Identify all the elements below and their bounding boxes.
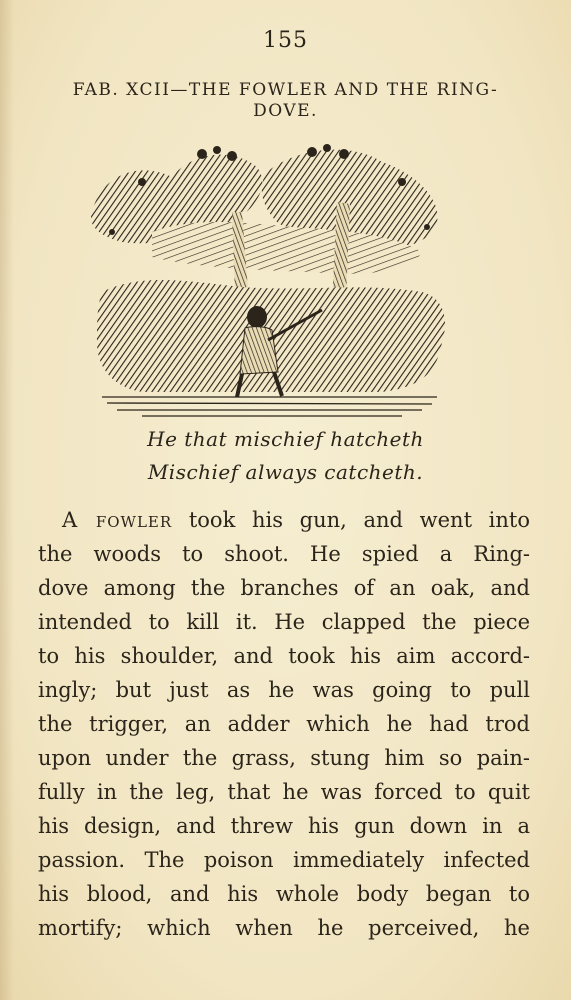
body-line: fully in the leg, that he was forced to quit: [38, 780, 530, 804]
body-line: intended to kill it. He clapped the piece: [38, 610, 530, 634]
fable-title-line-2: DOVE.: [253, 101, 318, 121]
body-line-1: [38, 503, 530, 537]
body-line: the trigger, an adder which he had trod: [38, 712, 530, 736]
woodcut-illustration: [82, 142, 454, 422]
body-line: to his shoulder, and took his aim accord-: [38, 644, 530, 668]
body-line: upon under the grass, stung him so pain-: [38, 746, 530, 770]
body-line-1-rest: took his gun, and went into: [172, 508, 530, 532]
body-line: his blood, and his whole body began to: [38, 882, 530, 906]
motto-line-1: He that mischief hatcheth: [147, 427, 424, 451]
body-line: dove among the branches of an oak, and: [38, 576, 530, 600]
fable-title-line-1: FAB. XCII—THE FOWLER AND THE RING-: [72, 80, 499, 100]
body-line: the woods to shoot. He spied a Ring-: [38, 542, 530, 566]
body-line: ingly; but just as he was going to pull: [38, 678, 530, 702]
page-gutter-shadow: [0, 0, 14, 1000]
drop-lead-words: A fowler: [62, 508, 173, 532]
fable-body-text: [38, 503, 530, 945]
body-line: mortify; which when he perceived, he: [38, 916, 530, 940]
body-line: passion. The poison immediately infected: [38, 848, 530, 872]
body-line: his design, and threw his gun down in a: [38, 814, 530, 838]
page-number: 155: [263, 28, 308, 53]
fable-title: [30, 80, 541, 122]
motto-line-2: Mischief always catcheth.: [147, 460, 424, 484]
